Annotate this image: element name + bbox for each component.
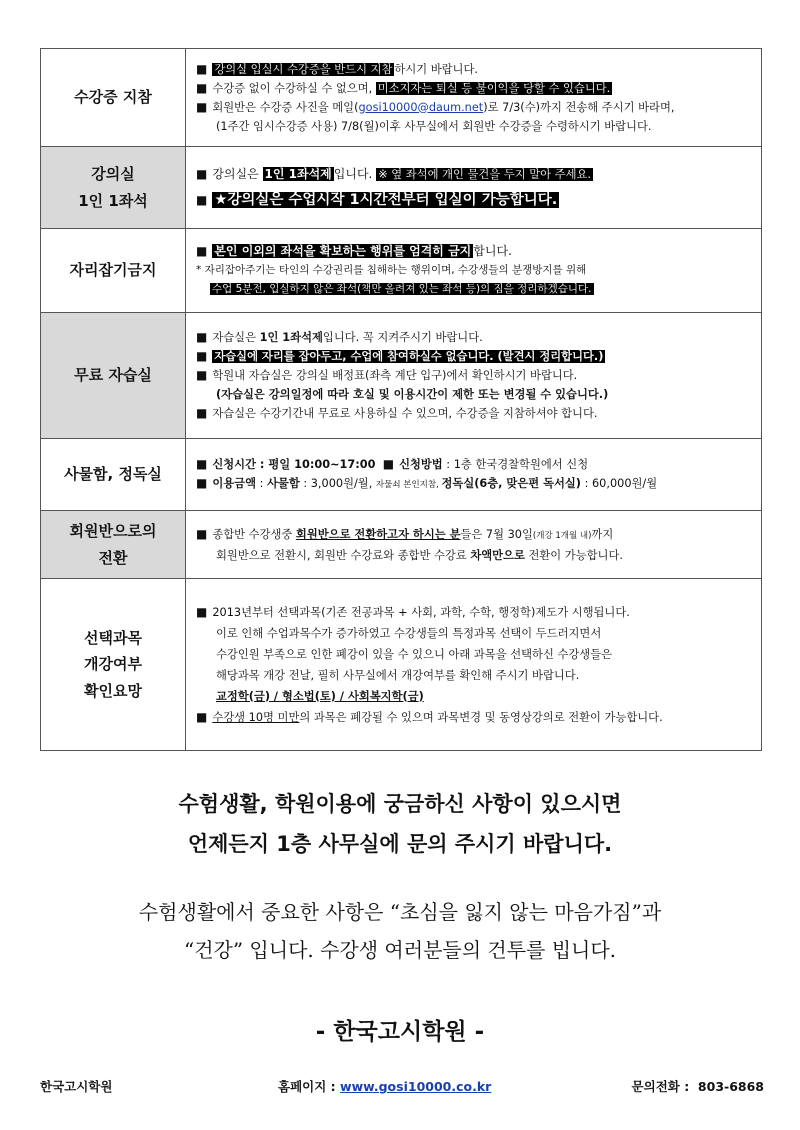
bullet-icon: ■ xyxy=(196,61,208,76)
homepage-link[interactable]: www.gosi10000.co.kr xyxy=(340,1079,492,1094)
email-link[interactable]: gosi10000@daum.net xyxy=(358,100,484,114)
closing-line: 수험생활에서 중요한 사항은 “초심을 잃지 않는 마음가짐”과 xyxy=(138,900,662,924)
section-attendance-card: 수강증 지참 ■ 강의실 입실시 수강증을 반드시 지참 하시기 바랍니다. ■ 수강증 없이 수강하실 수 없으며, 미소지자는 퇴실 등 불이익을 당할 수 있습니다. ■ 회원반은 수강증 사진을 메일(gosi10000@daum.net)로 7/3(수)까지 전송해 주시기 바라며, (1주간 임시수강증 사용) 7/8(월)이후 사무실에서 회원반 수강증을 수령하시기 바랍니다. xyxy=(41,49,762,147)
section-label: 무료 자습실 xyxy=(41,313,186,439)
closing-line: 언제든지 1층 사무실에 문의 주시기 바랍니다. xyxy=(187,832,613,856)
section-elective-subjects: 선택과목 개강여부 확인요망 ■ 2013년부터 선택과목(기존 전공과목 + 사회, 과학, 수학, 행정학)제도가 시행됩니다. 이로 인해 수업과목수가 증가하였고 수강생들의 특정과목 선택이 두드러지면서 수강인원 부족으로 인한 폐강이 있을 수 있으니 아래 과목을 선택하신 수강생들은 해당과목 개강 전날, 필히 사무실에서 개강여부를 확인해 주시기 바랍니다. 교정학(금) / 형소법(토) / 사회복지학(금) ■ 수강생 10명 미만의 과목은 폐강될 수 있으며 과목변경 및 동영상강의로 전환이 가능합니다. xyxy=(41,579,762,751)
section-locker-reading-room: 사물함, 정독실 ■ 신청시간 : 평일 10:00~17:00 ■ 신청방법 : 1층 한국경찰학원에서 신청 ■ 이용금액 : 사물함 : 3,000원/월, 자물쇠 본인지참, 정독실(6층, 맞은편 독서실) : 60,000원/월 xyxy=(41,439,762,511)
bullet-icon: ■ xyxy=(196,349,208,363)
section-label: 회원반으로의 전환 xyxy=(41,511,186,579)
bullet-icon: ■ xyxy=(382,456,395,471)
closing-line: 수험생활, 학원이용에 궁금하신 사항이 있으시면 xyxy=(178,792,622,816)
section-label: 자리잡기금지 xyxy=(41,229,186,313)
section-label: 사물함, 정독실 xyxy=(41,439,186,511)
footer-phone: 문의전화 : 803-6868 xyxy=(631,1079,764,1094)
bullet-icon: ■ xyxy=(196,456,208,471)
closing-line: “건강” 입니다. 수강생 여러분들의 건투를 빕니다. xyxy=(183,938,617,962)
bullet-icon: ■ xyxy=(196,192,208,207)
footer-academy-name: 한국고시학원 xyxy=(40,1079,113,1094)
bullet-icon: ■ xyxy=(196,368,208,382)
bullet-icon: ■ xyxy=(196,709,208,724)
signature: - 한국고시학원 - xyxy=(315,1019,485,1045)
section-label: 강의실 1인 1좌석 xyxy=(41,147,186,229)
bullet-icon: ■ xyxy=(196,526,208,541)
bullet-icon: ■ xyxy=(196,99,208,114)
section-label: 선택과목 개강여부 확인요망 xyxy=(41,579,186,751)
notice-table xyxy=(40,48,762,751)
bullet-icon: ■ xyxy=(196,80,208,95)
section-label: 수강증 지참 xyxy=(41,49,186,147)
bullet-icon: ■ xyxy=(196,166,208,181)
bullet-icon: ■ xyxy=(196,406,208,420)
footer-homepage: 홈페이지 : www.gosi10000.co.kr xyxy=(278,1079,492,1094)
section-classroom-seat: 강의실 1인 1좌석 ■ 강의실은 1인 1좌석제 입니다. ※ 옆 좌석에 개인 물건을 두지 말아 주세요. ■ ★강의실은 수업시작 1시간전부터 입실이 가능합니다. xyxy=(41,147,762,229)
bullet-icon: ■ xyxy=(196,475,208,490)
section-membership-conversion: 회원반으로의 전환 ■ 종합반 수강생중 회원반으로 전환하고자 하시는 분들은 7월 30일(개강 1개월 내)까지 회원반으로 전환시, 회원반 수강료와 종합반 수강료 차액만으로 전환이 가능합니다. xyxy=(41,511,762,579)
bullet-icon: ■ xyxy=(196,604,208,619)
bullet-icon: ■ xyxy=(196,330,208,344)
bullet-icon: ■ xyxy=(196,244,208,258)
section-seat-reservation-ban: 자리잡기금지 ■ 본인 이외의 좌석을 확보하는 행위를 엄격히 금지 합니다. * 자리잡아주기는 타인의 수강권리를 침해하는 행위이며, 수강생들의 분쟁방지를 위해 수업 5분전, 입실하지 않은 좌석(책만 올려져 있는 좌석 등)의 짐을 정리하겠습니다. xyxy=(41,229,762,313)
section-study-room: 무료 자습실 ■ 자습실은 1인 1좌석제입니다. 꼭 지켜주시기 바랍니다. ■ 자습실에 자리를 잡아두고, 수업에 참여하실수 없습니다. (발견시 정리합니다.) ■ 학원내 자습실은 강의실 배정표(좌측 계단 입구)에서 확인하시기 바랍니다. (자습실은 강의일정에 따라 호실 및 이용시간이 제한 또는 변경될 수 있습니다.) ■ 자습실은 수강기간내 무료로 사용하실 수 있으며, 수강증을 지참하셔야 합니다. xyxy=(41,313,762,439)
